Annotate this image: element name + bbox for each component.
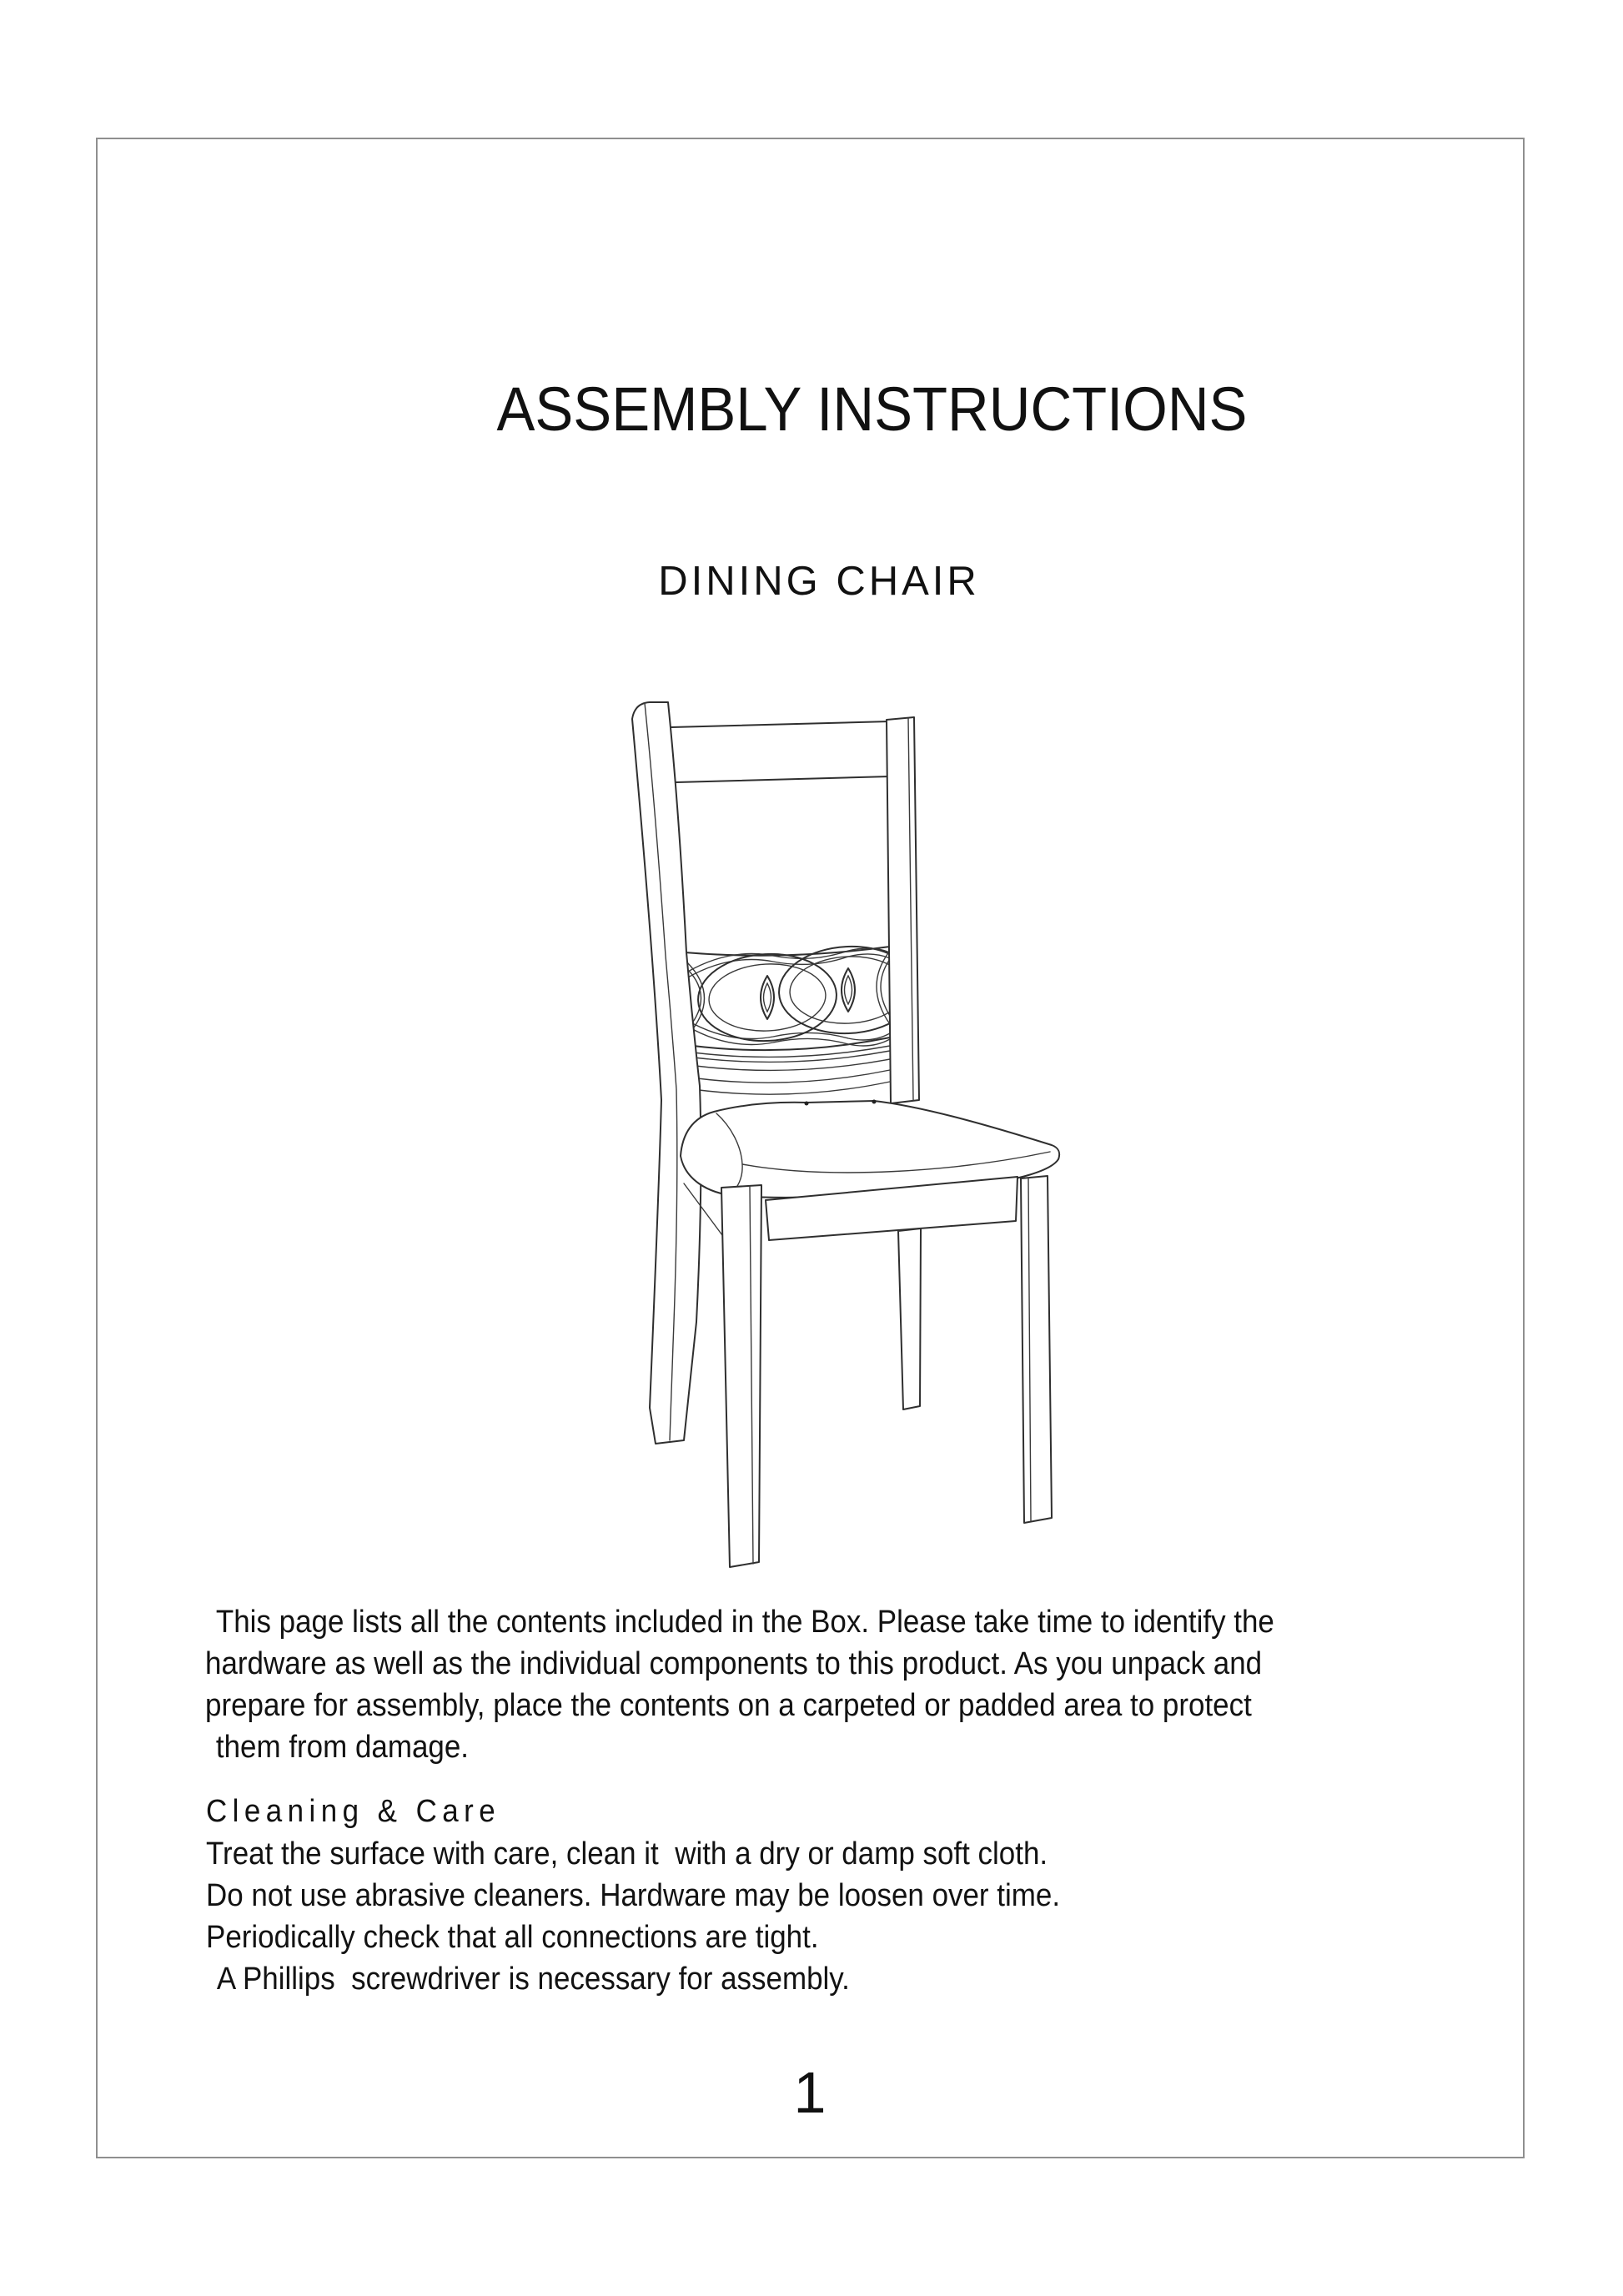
care-line: Periodically check that all connections are tight. [206,1920,819,1955]
intro-line: hardware as well as the individual components to this product. As you unpack and [205,1646,1263,1681]
intro-paragraph [205,1601,1402,1768]
intro-line: them from damage. [215,1730,470,1765]
page-number: 1 [793,2060,827,2125]
intro-line: prepare for assembly, place the contents on a carpeted or padded area to protect [205,1688,1252,1723]
care-line: Treat the surface with care, clean it with a dry or damp soft cloth. [206,1836,1048,1871]
care-heading: Cleaning & Care [206,1794,501,1829]
care-line: A Phillips screwdriver is necessary for assembly. [216,1962,850,1997]
care-line: Do not use abrasive cleaners. Hardware may be loosen over time. [206,1878,1061,1913]
care-paragraph [206,1833,1403,2000]
chair-left-post [632,702,701,1444]
chair-figure [596,692,1080,1585]
chair-backrest [671,721,920,1094]
intro-line: This page lists all the contents included in the Box. Please take time to identify the [215,1605,1274,1640]
chair-right-post [887,717,919,1103]
chair-base [684,1176,1052,1567]
dining-chair-drawing-icon [596,692,1080,1585]
doc-title: ASSEMBLY INSTRUCTIONS [496,374,1248,444]
doc-subtitle: DINING CHAIR [658,559,980,604]
